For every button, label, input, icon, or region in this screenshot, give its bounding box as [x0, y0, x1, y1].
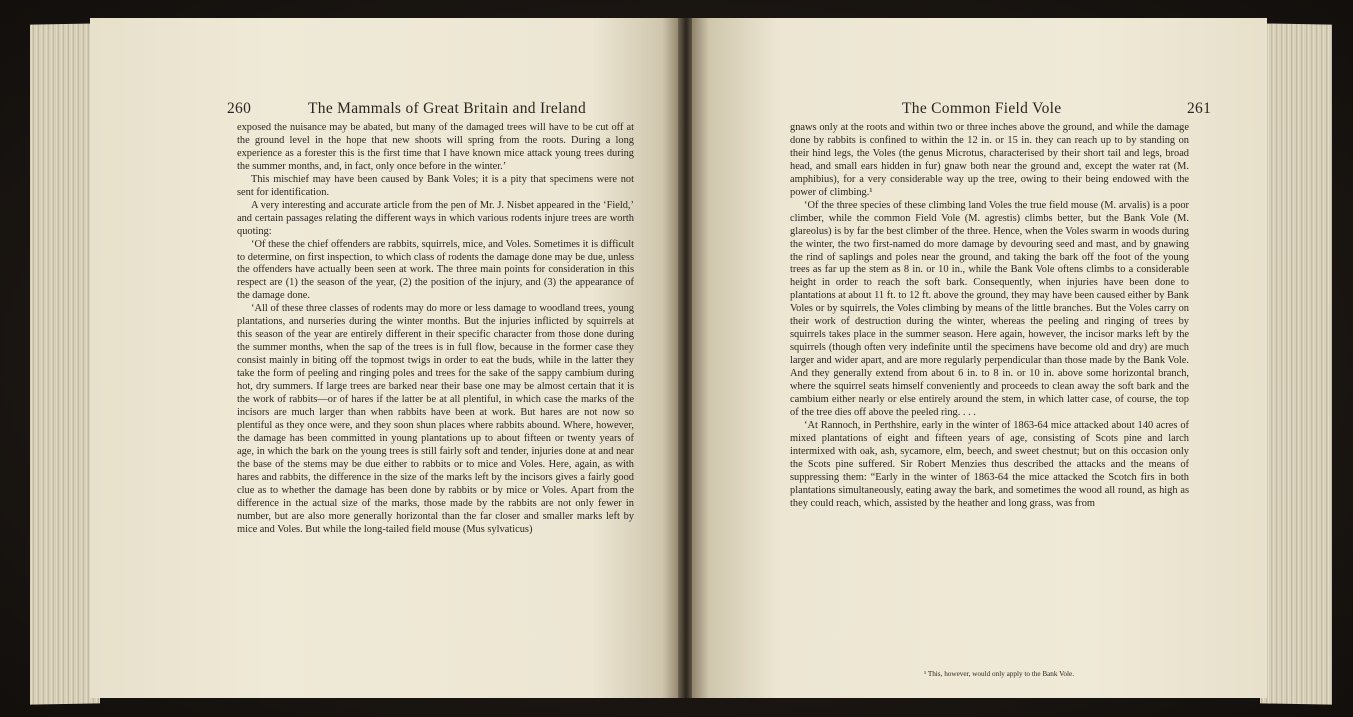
paragraph: gnaws only at the roots and within two or three inches above the ground, and while the damage done by rabbits is confined to within the 12 in. or 15 in. they can reach up to by standing on their hind legs, the Voles (the genus Microtus, characterised by their short tail and legs, broad head, and small ears hidden in fur) gnaw both near the ground and, except the water rat (M. amphibius), for a very considerable way up the tree, owing to their being endowed with the power of climbing.¹ [790, 122, 1189, 198]
left-page [90, 18, 680, 698]
paragraph: ‘At Rannoch, in Perthshire, early in the winter of 1863-64 mice attacked about 140 acres of mixed plantations of eight and fifteen years of age, consisting of Scots pine and larch intermixed with oak, ash, sycamore, elm, beech, and sweet chestnut; but on this occasion only the Scots pine suffered. Sir Robert Menzies thus described the attacks and the means of suppressing them: “Early in the winter of 1863-64 the mice attacked the Scotch firs in both plantations simultaneously, eating away the bark, and sometimes the wood all round, as high as they could reach, which, assisted by the heather and long grass, was from [790, 419, 1189, 509]
right-page [692, 18, 1267, 698]
paragraph: ‘All of these three classes of rodents may do more or less damage to woodland trees, young plantations, and nurseries during the winter months. But the injuries inflicted by squirrels at this season of the year are entirely different in their specific character from those done during the summer months, when the sap of the trees is in full flow, because in the former case they consist mainly in biting off the topmost twigs in order to eat the buds, while in the latter they take the form of peeling and ringing poles and trees for the sake of the sappy cambium during hot, dry summers. If large trees are barked near their base one may be almost certain that it is the work of rabbits—or of hares if the latter be at all plentiful, in which case the marks of the incisors are much larger than when rabbits have been at work. But hares are not now so plentiful as they once were, and they soon shun places where rabbits abound. Where, however, the damage has been committed in young plantations up to about fifteen or twenty years of age, in which the bark on the young trees is still fairly soft and tender, injuries done at and near the base of the stems may be due either to rabbits or to mice and Voles. Here, again, as with hares and rabbits, the difference in the size of the marks left by the incisors gives a fairly good clue as to whether the damage has been done by rabbits or by mice or Voles. Apart from the difference in the actual size of the marks, those made by the rabbits are not only fewer in number, but are also more generally horizontal than the far closer and smaller marks left by mice and Voles. But while the long-tailed field mouse (Mus sylvaticus) [237, 303, 634, 535]
right-page-body [790, 122, 1189, 511]
left-page-body [237, 122, 634, 537]
paragraph: ‘Of these the chief offenders are rabbits, squirrels, mice, and Voles. Sometimes it is difficult to determine, on first inspection, to which class of rodents the damage done may be due, unless the offenders have actually been seen at work. The three main points for consideration in this respect are (1) the season of the year, (2) the position of the injury, and (3) the appearance of the damage done. [237, 238, 634, 302]
paragraph: A very interesting and accurate article from the pen of Mr. J. Nisbet appeared in the ‘Field,’ and certain passages relating the different ways in which various rodents injure trees are worth quoting: [237, 199, 634, 237]
paragraph: ‘Of the three species of these climbing land Voles the true field mouse (M. arvalis) is a poor climber, while the common Field Vole (M. agrestis) climbs better, but the Bank Vole (M. glareolus) is by far the best climber of the three. Hence, when the Voles swarm in woods during the winter, the two first-named do more damage by devouring seed and mast, and by gnawing the rind of saplings and poles near the ground, and taking the bark off the foot of the young trees as far up the stem as 8 in. or 10 in., while the Bank Vole oftens climbs to a considerable height in order to reach the soft bark. Consequently, when injuries have been done to plantations at about 11 ft. to 12 ft. above the ground, they may have been caused either by Bank Voles or by squirrels, the Voles climbing by means of the little branches. But the Voles carry on their work of destruction during the winter, whereas the peeling and ringing of trees by squirrels takes place in the summer season. Here again, however, the incisor marks left by the squirrels (though often very indefinite until the specimens have become old and dry) are much larger and wider apart, and are more regularly perpendicular than those made by the Bank Vole. And they generally extend from about 6 in. to 8 in. or 10 in. above some horizontal branch, where the squirrel seats himself conveniently and proceeds to clean away the soft bark and the cambium either nearly or else entirely around the stem, in which latter case, of course, the top of the tree dies off above the peeled ring. . . . [790, 199, 1189, 418]
footnote: ¹ This, however, would only apply to the Bank Vole. [924, 670, 1074, 678]
left-running-title: The Mammals of Great Britain and Ireland [308, 100, 586, 117]
paragraph: exposed the nuisance may be abated, but many of the damaged trees will have to be cut off at the ground level in the hope that new shoots will spring from the roots. During a long experience as a forester this is the first time that I have known mice attack young trees during the summer months, and, in fact, only once before in the winter.’ [237, 122, 634, 172]
right-page-number: 261 [1187, 100, 1212, 117]
right-page-edges [1260, 23, 1332, 704]
paragraph: This mischief may have been caused by Bank Voles; it is a pity that specimens were not sent for identification. [237, 173, 634, 198]
right-running-title: The Common Field Vole [902, 100, 1062, 117]
left-page-number: 260 [227, 100, 252, 117]
